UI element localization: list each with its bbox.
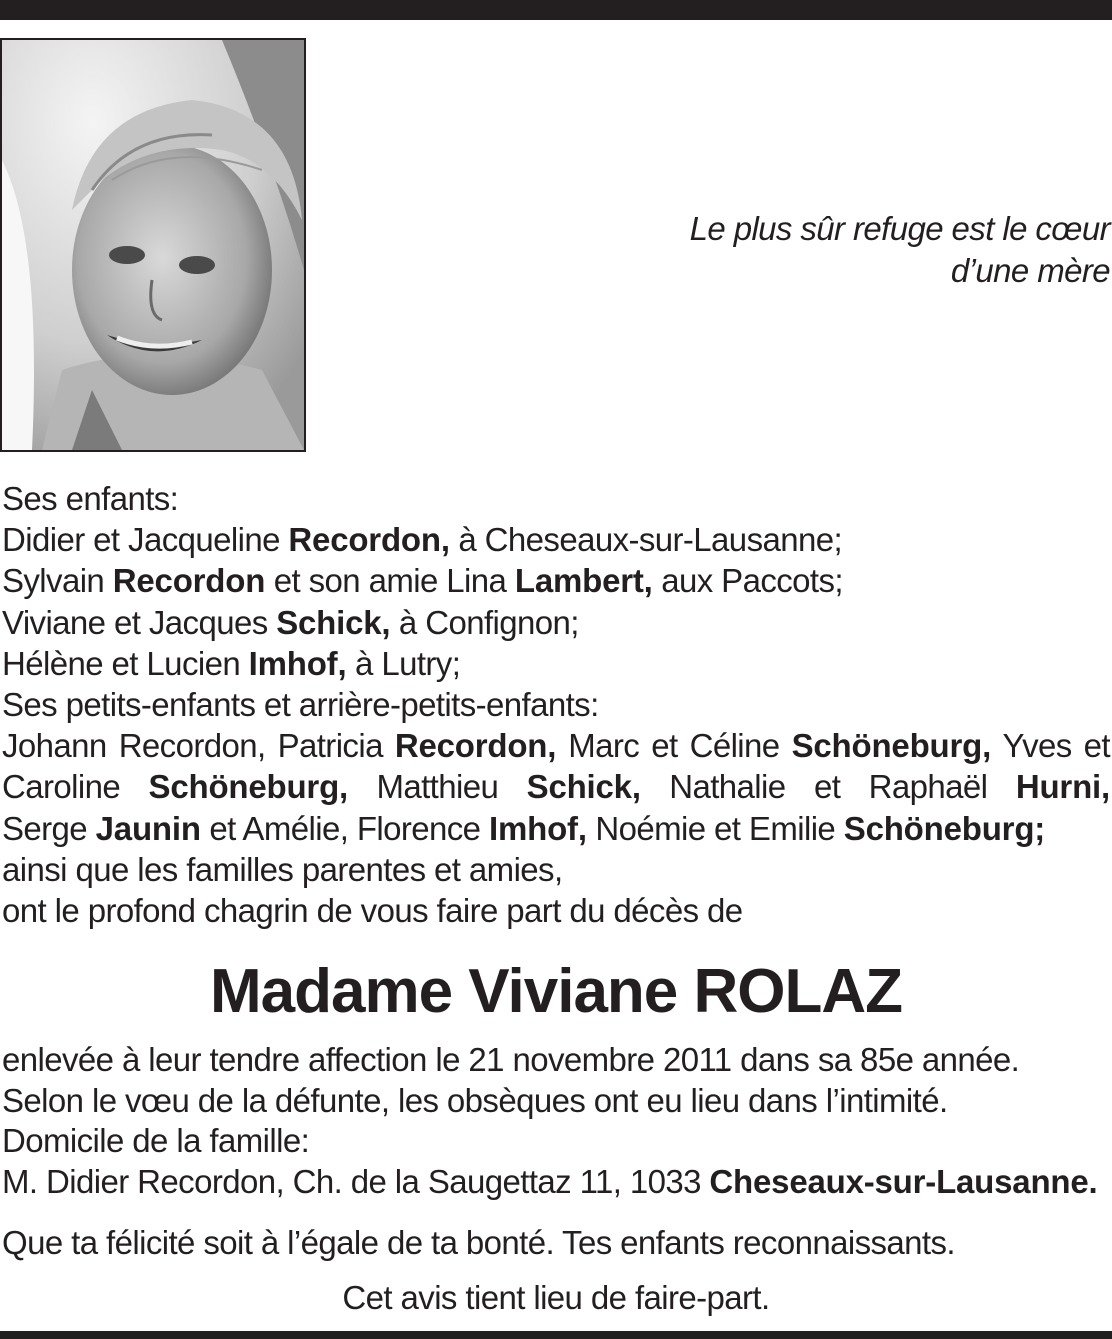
grandchildren-surname-2: Schöneburg,: [791, 727, 992, 765]
details: [2, 1040, 1110, 1202]
grandchildren-text-4: Matthieu: [348, 768, 527, 806]
address-city: Cheseaux-sur-Lausanne.: [709, 1162, 1098, 1200]
child-4-names: Hélène et Lucien: [2, 644, 249, 682]
grandchildren-paragraph: [2, 725, 1110, 807]
funeral-line: Selon le vœu de la défunte, les obsèques ont eu lieu dans l’intimité.: [2, 1081, 948, 1119]
bottom-rule: [0, 1331, 1112, 1339]
grandchildren-surname-1: Recordon,: [394, 727, 557, 765]
grandchildren-heading: Ses petits-enfants et arrière-petits-enfants:: [2, 686, 599, 724]
grandchildren-surname-8: Schöneburg;: [843, 809, 1046, 847]
grandchildren-surname-5: Hurni,: [1015, 768, 1110, 806]
child-line-3: [2, 602, 1110, 643]
child-4-surname: Imhof,: [248, 644, 347, 682]
child-1-names: Didier et Jacqueline: [2, 521, 289, 559]
sorrow-line: ont le profond chagrin de vous faire part du décès de: [2, 892, 743, 930]
deceased-name: Madame Viviane ROLAZ: [209, 957, 903, 1026]
top-rule: [0, 0, 1112, 20]
child-2-place: aux Paccots;: [652, 562, 843, 600]
grandchildren-text-7: et Amélie, Florence: [200, 809, 489, 847]
portrait-image: [2, 40, 304, 450]
grandchildren-surname-6: Jaunin: [95, 809, 201, 847]
child-2-surname: Recordon: [112, 562, 266, 600]
child-4-place: à Lutry;: [346, 644, 461, 682]
motto-line-1: Le plus sûr refuge est le cœur: [689, 210, 1110, 247]
grandchildren-text-3: Yves et Caroline: [2, 727, 1110, 806]
child-line-4: [2, 643, 1110, 684]
address-text: M. Didier Recordon, Ch. de la Saugettaz 11, 1033: [2, 1162, 710, 1200]
address-line: [2, 1162, 1110, 1203]
child-2-names: Sylvain: [2, 562, 113, 600]
grandchildren-text-8: Noémie et Emilie: [586, 809, 844, 847]
grandchildren-text-6: Serge: [2, 809, 96, 847]
portrait-photo: [0, 38, 306, 452]
closing-quote: Que ta félicité soit à l’égale de ta bonté. Tes enfants reconnaissants.: [2, 1224, 955, 1261]
child-2-partner-surname: Lambert,: [514, 562, 653, 600]
child-3-names: Viviane et Jacques: [2, 603, 277, 641]
motto-line-2: d’une mère: [950, 252, 1110, 289]
grandchildren-surname-3: Schöneburg,: [148, 768, 349, 806]
grandchildren-text-5: Nathalie et Raphaël: [640, 768, 1016, 806]
grandchildren-text-1: Johann Recordon, Patricia: [2, 727, 395, 765]
notice-line: Cet avis tient lieu de faire-part.: [342, 1279, 770, 1316]
child-line-1: [2, 519, 1110, 560]
domicile-heading: Domicile de la famille:: [2, 1122, 310, 1159]
child-3-surname: Schick,: [276, 603, 391, 641]
child-2-partner: et son amie Lina: [265, 562, 515, 600]
child-1-place: à Cheseaux-sur-Lausanne;: [449, 521, 843, 559]
child-line-2: [2, 560, 1110, 601]
children-heading: Ses enfants:: [2, 480, 179, 517]
grandchildren-text-2: Marc et Céline: [556, 727, 792, 765]
grandchildren-surname-4: Schick,: [526, 768, 641, 806]
child-3-place: à Confignon;: [390, 603, 579, 641]
grandchildren-last-line: [2, 808, 1110, 849]
grandchildren-surname-7: Imhof,: [489, 809, 587, 847]
child-1-surname: Recordon,: [288, 521, 450, 559]
passed-line: enlevée à leur tendre affection le 21 novembre 2011 dans sa 85e année.: [2, 1041, 1020, 1078]
families-line: ainsi que les familles parentes et amies,: [2, 850, 563, 888]
announcement: [2, 478, 1110, 931]
motto: [690, 208, 1110, 292]
